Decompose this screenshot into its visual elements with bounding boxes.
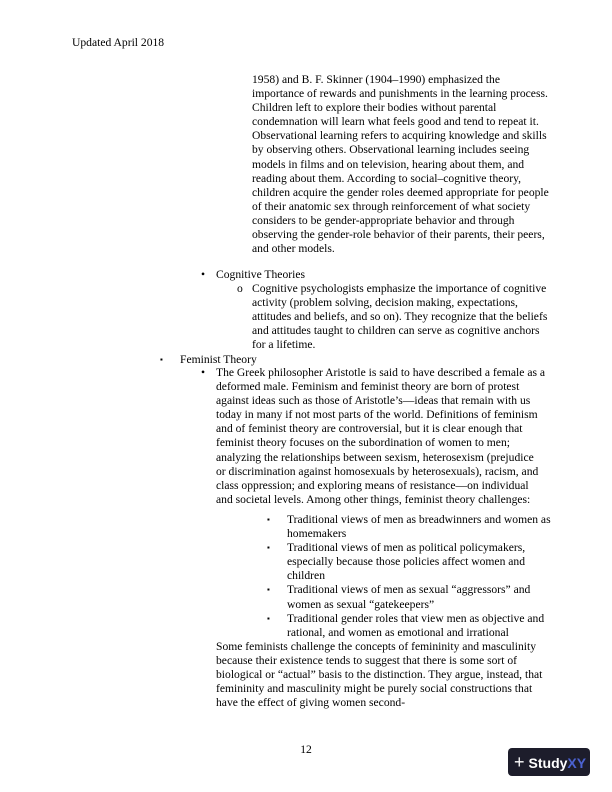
list-item-text: Traditional gender roles that view men as objective and rational, and women as emotional and irrational bbox=[287, 611, 545, 639]
logo-text: Study bbox=[528, 755, 568, 771]
page-header: Updated April 2018 bbox=[72, 36, 165, 49]
cognitive-theories-text: Cognitive psychologists emphasize the importance of cognitive activity (problem solving, decision making, expectations, attitudes and beliefs, and so on). They recognize that the beliefs and attitudes taught to children can serve as cognitive anchors for a lifetime. bbox=[252, 282, 548, 352]
logo-accent-text: XY bbox=[567, 755, 587, 771]
list-item bbox=[267, 541, 557, 583]
sub-bullet-icon: o bbox=[237, 282, 243, 295]
feminist-theory-title: Feminist Theory bbox=[180, 353, 257, 366]
cognitive-theories-title: Cognitive Theories bbox=[216, 268, 305, 281]
square-bullet-icon: ▪ bbox=[267, 515, 270, 524]
bullet-icon: • bbox=[201, 268, 206, 281]
bullet-icon: • bbox=[201, 366, 206, 379]
studyxy-logo[interactable] bbox=[508, 748, 590, 776]
list-item bbox=[267, 513, 557, 541]
closing-paragraph: Some feminists challenge the concepts of femininity and masculinity because their existence tends to suggest that there is some sort of biological or “actual” basis to the distinction. They argue, instead, that femininity and masculinity might be purely social constructions that have the effect of giving women second- bbox=[216, 640, 543, 710]
square-bullet-icon: ▪ bbox=[267, 543, 270, 553]
paragraph-social-cognitive: 1958) and B. F. Skinner (1904–1990) emphasized the importance of rewards and punishments in the learning process. Children left to explore their bodies without parental condemnation will learn what feels good and tend to repeat it. Observational learning refers to acquiring knowledge and skills by observing others. Observational learning includes seeing models in films and on television, hearing about them, and reading about them. According to social–cognitive theory, children acquire the gender roles deemed appropriate for people of their anatomic sex through reinforcement of what society considers to be gender-appropriate behavior and through observing the gender-role behavior of their parents, their peers, and other models. bbox=[252, 73, 549, 256]
list-item-text: Traditional views of men as breadwinners and women as homemakers bbox=[287, 513, 551, 541]
plus-icon: + bbox=[514, 752, 525, 772]
page-number: 12 bbox=[300, 743, 312, 756]
feminist-paragraph: The Greek philosopher Aristotle is said to have described a female as a deformed male. Feminism and feminist theory are born of protest against ideas such as those of Aristotle’s—ideas that remain with us today in many if not most parts of the world. Definitions of feminism and of feminist theory are controversial, but it is clear enough that feminist theory focuses on the subordination of women to men; analyzing the relationships between sexism, heterosexism (prejudice or discrimination against homosexuals by heterosexuals), racism, and class oppression; and exploring means of resistance—on individual and societal levels. Among other things, feminist theory challenges: bbox=[216, 366, 546, 506]
square-bullet-icon: ▪ bbox=[267, 613, 270, 623]
list-item bbox=[267, 612, 557, 640]
list-item-text: Traditional views of men as sexual “aggressors” and women as sexual “gatekeepers” bbox=[287, 583, 531, 611]
square-bullet-icon: ▪ bbox=[267, 585, 270, 595]
list-item-text: Traditional views of men as political policymakers, especially because those policies affect women and children bbox=[287, 541, 526, 583]
list-item bbox=[267, 583, 557, 611]
square-bullet-icon: ▪ bbox=[160, 355, 163, 364]
challenges-list bbox=[267, 513, 557, 640]
